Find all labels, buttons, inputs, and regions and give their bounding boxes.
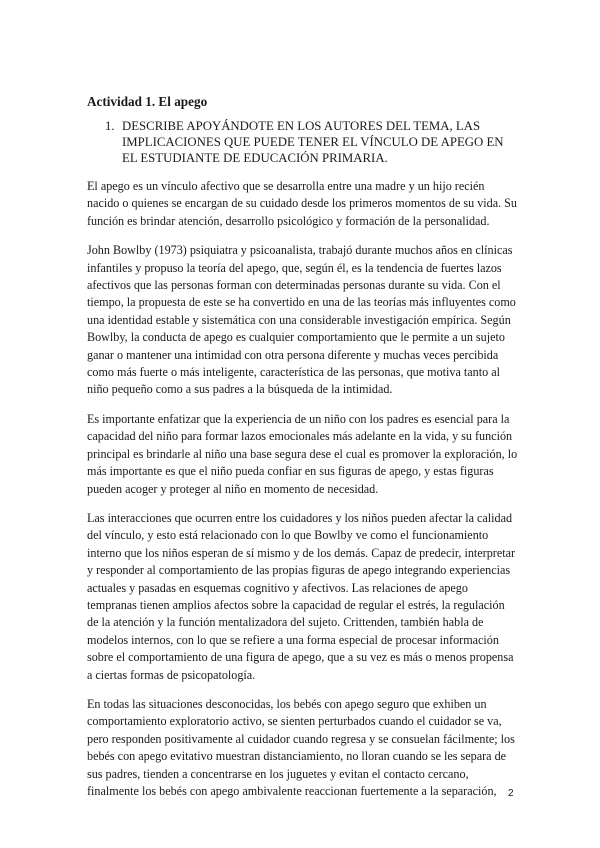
page-number: 2 (508, 788, 514, 799)
question-text: DESCRIBE APOYÁNDOTE EN LOS AUTORES DEL TEMA, LAS IMPLICACIONES QUE PUEDE TENER EL VÍNCULO DE APEGO EN EL ESTUDIANTE DE EDUCACIÓN PRIMARIA. (122, 119, 504, 165)
activity-title: Actividad 1. El apego (87, 94, 208, 109)
document-page (87, 93, 519, 812)
paragraph-situations: En todas las situaciones desconocidas, los bebés con apego seguro que exhiben un comportamiento exploratorio activo, se sienten perturbados cuando el cuidador se va, pero responden positivamente al cuidador cuando regresa y se consuelan fácilmente; los bebés con apego evitativo muestran distanciamiento, no lloran cuando se les separa de sus padres, tienden a concentrarse en los juguetes y evitan el contacto cercano, finalmente los bebés con apego ambivalente reaccionan fuertemente a la separación, (87, 696, 515, 798)
question-item (105, 118, 519, 166)
question-number: 1. (105, 119, 115, 133)
paragraph-interactions: Las interacciones que ocurren entre los cuidadores y los niños pueden afectar la calidad del vínculo, y esto está relacionado con lo que Bowlby ve como el funcionamiento interno que los niños esperan de sí mismo y de los demás. Capaz de predecir, interpretar y responder al comportamiento de las propias figuras de apego integrando experiencias actuales y pasadas en esquemas cognitivo y afectivos. Las relaciones de apego tempranas tienen amplios afectos sobre la capacidad de regular el estrés, la regulación de la atención y la función mentalizadora del sujeto. Crittenden, también habla de modelos internos, con lo que se refiere a una forma especial de procesar información sobre el comportamiento de una figura de apego, que a su vez es más o menos propensa a ciertas formas de psicopatología. (87, 510, 516, 682)
paragraph-experience: Es importante enfatizar que la experiencia de un niño con los padres es esencial para la capacidad del niño para formar lazos emocionales más adelante en la vida, y su función principal es brindarle al niño una base segura dese el cual es promover la exploración, lo más importante es que el niño pueda confiar en sus figuras de apego, y estas figuras pueden acoger y proteger al niño en momento de necesidad. (87, 411, 518, 496)
paragraph-bowlby: John Bowlby (1973) psiquiatra y psicoanalista, trabajó durante muchos años en clínicas infantiles y propuso la teoría del apego, que, según él, es la tendencia de fuertes lazos afectivos que las personas forman con determinadas personas durante su vida. Con el tiempo, la propuesta de este se ha convertido en una de las teorías más influyentes como una identidad estable y sistemática con una considerable investigación empírica. Según Bowlby, la conducta de apego es cualquier comportamiento que le permite a un sujeto ganar o mantener una intimidad con otra persona diferente y muchas veces percibida como más fuerte o más inteligente, característica de las personas, que motiva tanto al niño pequeño como a sus padres a la búsqueda de la intimidad. (87, 243, 516, 397)
paragraph-intro: El apego es un vínculo afectivo que se desarrolla entre una madre y un hijo recién nacido o quienes se encargan de su cuidado desde los primeros momentos de su vida. Su función es brindar atención, desarrollo psicológico y formación de la personalidad. (87, 179, 517, 228)
